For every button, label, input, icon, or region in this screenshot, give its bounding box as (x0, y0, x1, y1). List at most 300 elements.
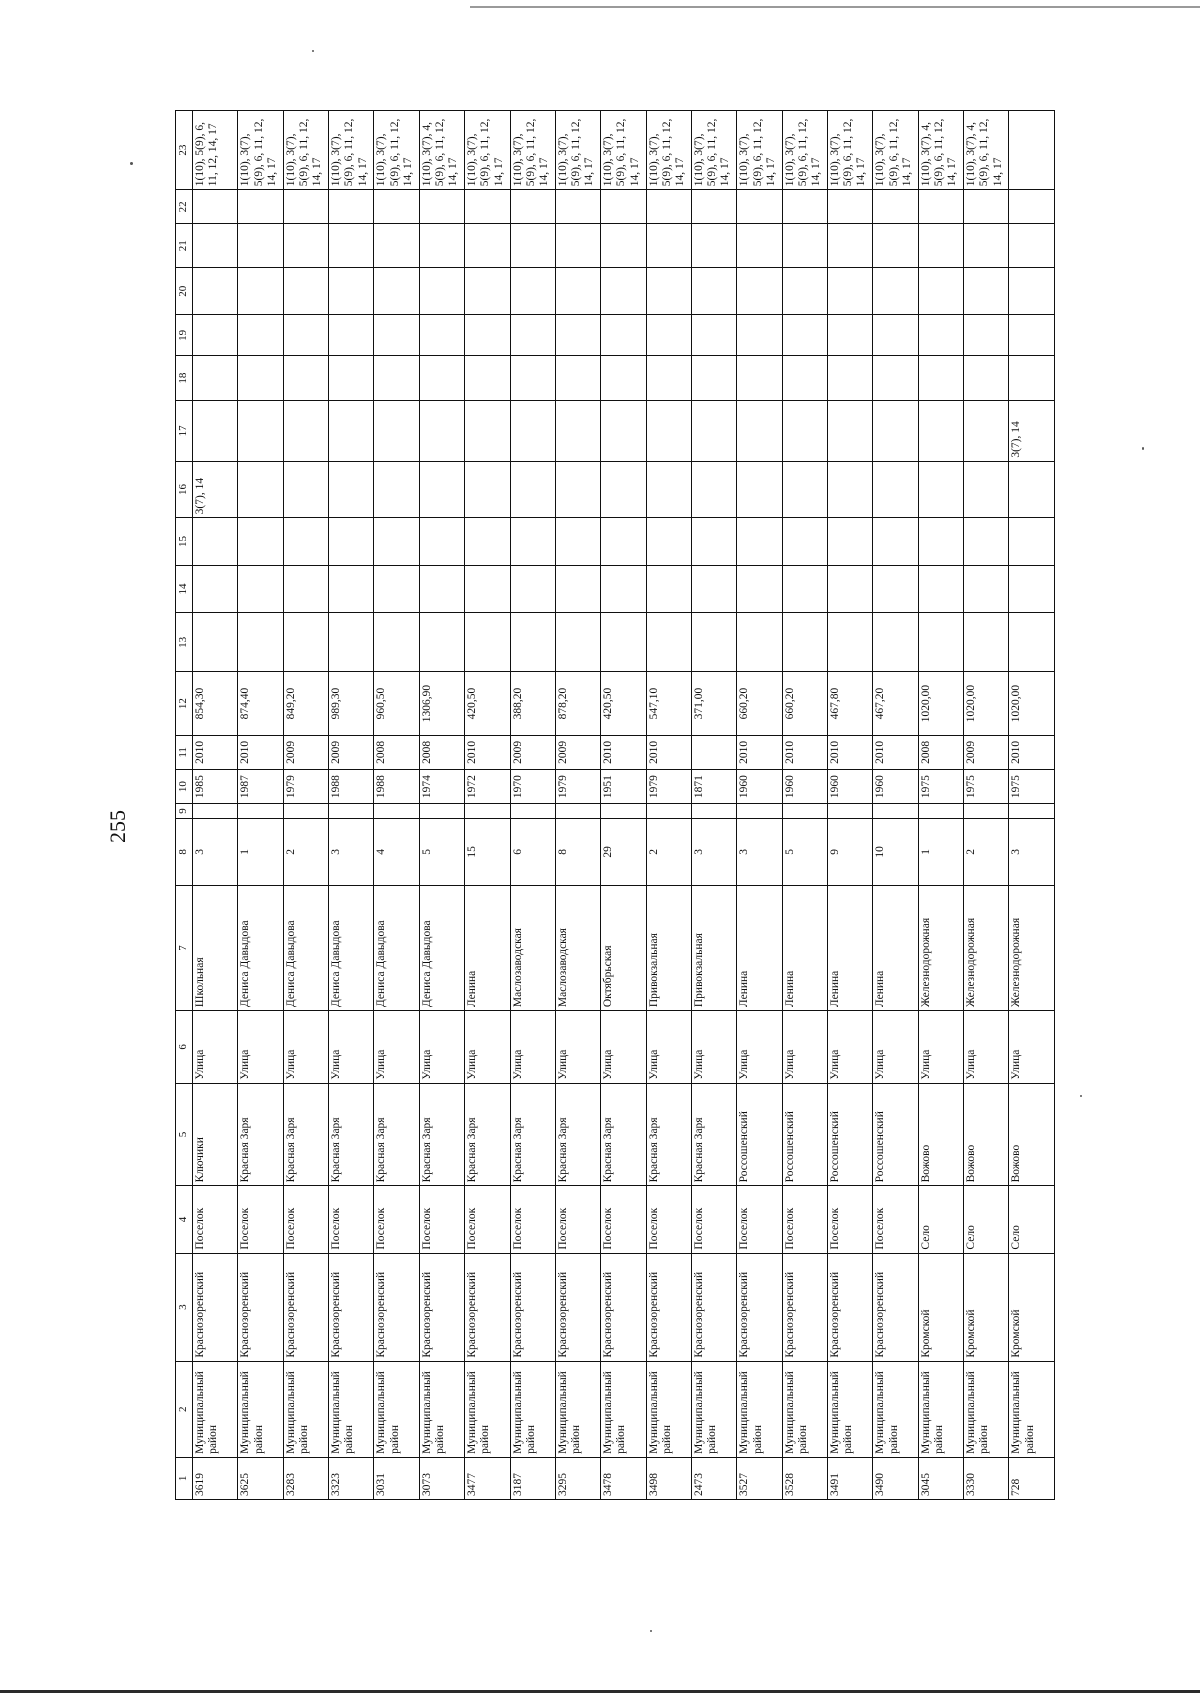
table-cell-col-2: Муниципальный район (601, 1361, 646, 1457)
table-cell-col-8: 2 (646, 818, 691, 885)
table-cell-col-17 (873, 401, 918, 462)
table-cell-col-17 (601, 401, 646, 462)
table-cell-col-6: Улица (465, 1011, 510, 1083)
column-number-2: 2 (176, 1361, 193, 1457)
table-cell-col-14 (1009, 565, 1055, 612)
table-cell-col-2: Муниципальный район (1009, 1361, 1055, 1457)
table-cell-col-10: 1987 (238, 769, 283, 803)
table-cell-col-13 (782, 613, 827, 672)
table-cell-col-9 (465, 804, 510, 818)
table-cell-col-16: 3(7), 14 (193, 461, 238, 518)
table-cell-col-12: 1020,00 (1009, 672, 1055, 735)
table-cell-col-17 (374, 401, 419, 462)
table-row (283, 111, 328, 1500)
table-cell-col-15 (555, 518, 600, 565)
table-row (646, 111, 691, 1500)
table-cell-col-11: 2008 (918, 735, 963, 769)
table-cell-col-3: Краснозоренский (419, 1253, 464, 1361)
table-cell-col-8: 8 (555, 818, 600, 885)
table-cell-col-18 (1009, 356, 1055, 401)
table-cell-col-21 (918, 224, 963, 267)
table-cell-col-3: Кромской (1009, 1253, 1055, 1361)
table-cell-col-23: 1(10), 3(7), 5(9), 6, 11, 12, 14, 17 (737, 111, 782, 190)
table-cell-col-10: 1960 (782, 769, 827, 803)
scan-speck (1142, 447, 1144, 450)
table-cell-col-6: Улица (329, 1011, 374, 1083)
table-cell-col-23: 1(10), 3(7), 5(9), 6, 11, 12, 14, 17 (873, 111, 918, 190)
table-cell-col-23: 1(10), 3(7), 5(9), 6, 11, 12, 14, 17 (646, 111, 691, 190)
table-cell-col-6: Улица (918, 1011, 963, 1083)
table-cell-col-5: Россошенский (782, 1083, 827, 1186)
table-cell-col-16 (737, 461, 782, 518)
table-cell-col-19 (193, 315, 238, 356)
table-cell-col-22 (374, 190, 419, 224)
table-cell-col-14 (465, 565, 510, 612)
table-cell-col-16 (918, 461, 963, 518)
table-cell-col-13 (510, 613, 555, 672)
table-cell-col-16 (1009, 461, 1055, 518)
table-row (1009, 111, 1055, 1500)
table-cell-col-4: Поселок (782, 1186, 827, 1253)
table-cell-col-12: 660,20 (737, 672, 782, 735)
table-cell-col-20 (601, 267, 646, 314)
table-cell-col-11: 2008 (374, 735, 419, 769)
table-cell-col-11: 2010 (601, 735, 646, 769)
table-row (555, 111, 600, 1500)
table-cell-col-7: Маслозаводская (510, 885, 555, 1010)
table-cell-col-11: 2009 (329, 735, 374, 769)
table-cell-col-9 (737, 804, 782, 818)
table-cell-col-11: 2010 (646, 735, 691, 769)
table-cell-col-9 (283, 804, 328, 818)
table-cell-col-3: Краснозоренский (374, 1253, 419, 1361)
table-cell-col-9 (374, 804, 419, 818)
table-row (465, 111, 510, 1500)
table-cell-col-23: 1(10), 3(7), 5(9), 6, 11, 12, 14, 17 (329, 111, 374, 190)
table-cell-col-8: 3 (193, 818, 238, 885)
table-cell-col-1: 2473 (691, 1457, 736, 1499)
table-cell-col-22 (555, 190, 600, 224)
column-number-16: 16 (176, 461, 193, 518)
table-cell-col-20 (918, 267, 963, 314)
table-cell-col-4: Поселок (238, 1186, 283, 1253)
table-cell-col-13 (419, 613, 464, 672)
table-cell-col-15 (782, 518, 827, 565)
table-cell-col-7: Железнодорожная (1009, 885, 1055, 1010)
table-cell-col-1: 3323 (329, 1457, 374, 1499)
table-cell-col-6: Улица (419, 1011, 464, 1083)
table-cell-col-21 (193, 224, 238, 267)
table-cell-col-17 (964, 401, 1009, 462)
column-number-21: 21 (176, 224, 193, 267)
table-cell-col-10: 1960 (737, 769, 782, 803)
table-cell-col-13 (646, 613, 691, 672)
column-number-17: 17 (176, 401, 193, 462)
table-cell-col-22 (691, 190, 736, 224)
table-cell-col-2: Муниципальный район (329, 1361, 374, 1457)
table-cell-col-21 (555, 224, 600, 267)
table-cell-col-7: Привокзальная (646, 885, 691, 1010)
table-cell-col-1: 728 (1009, 1457, 1055, 1499)
table-cell-col-9 (646, 804, 691, 818)
table-cell-col-14 (782, 565, 827, 612)
table-cell-col-5: Ключики (193, 1083, 238, 1186)
table-cell-col-9 (828, 804, 873, 818)
table-cell-col-23: 1(10), 3(7), 5(9), 6, 11, 12, 14, 17 (555, 111, 600, 190)
table-cell-col-15 (918, 518, 963, 565)
table-cell-col-1: 3031 (374, 1457, 419, 1499)
table-cell-col-17 (193, 401, 238, 462)
table-cell-col-10: 1960 (828, 769, 873, 803)
table-cell-col-11: 2010 (737, 735, 782, 769)
table-cell-col-11: 2009 (510, 735, 555, 769)
table-cell-col-16 (873, 461, 918, 518)
table-cell-col-7: Ленина (465, 885, 510, 1010)
table-cell-col-13 (601, 613, 646, 672)
table-cell-col-6: Улица (510, 1011, 555, 1083)
table-cell-col-6: Улица (691, 1011, 736, 1083)
table-cell-col-20 (691, 267, 736, 314)
table-cell-col-9 (555, 804, 600, 818)
table-cell-col-12: 849,20 (283, 672, 328, 735)
table-cell-col-16 (828, 461, 873, 518)
table-cell-col-10: 1985 (193, 769, 238, 803)
column-number-18: 18 (176, 356, 193, 401)
table-cell-col-20 (419, 267, 464, 314)
table-cell-col-17 (419, 401, 464, 462)
table-cell-col-19 (737, 315, 782, 356)
table-cell-col-22 (737, 190, 782, 224)
table-cell-col-5: Вожово (964, 1083, 1009, 1186)
table-cell-col-2: Муниципальный район (465, 1361, 510, 1457)
table-cell-col-12: 371,00 (691, 672, 736, 735)
table-cell-col-17 (238, 401, 283, 462)
table-cell-col-3: Краснозоренский (555, 1253, 600, 1361)
table-cell-col-7: Школьная (193, 885, 238, 1010)
table-cell-col-16 (283, 461, 328, 518)
table-cell-col-1: 3625 (238, 1457, 283, 1499)
table-cell-col-20 (555, 267, 600, 314)
table-cell-col-22 (828, 190, 873, 224)
table-cell-col-19 (329, 315, 374, 356)
table-cell-col-18 (374, 356, 419, 401)
table-cell-col-18 (918, 356, 963, 401)
table-cell-col-2: Муниципальный район (283, 1361, 328, 1457)
table-cell-col-10: 1979 (283, 769, 328, 803)
table-cell-col-12: 874,40 (238, 672, 283, 735)
table-cell-col-15 (283, 518, 328, 565)
table-cell-col-20 (646, 267, 691, 314)
table-cell-col-12: 420,50 (601, 672, 646, 735)
table-cell-col-4: Поселок (646, 1186, 691, 1253)
table-cell-col-22 (964, 190, 1009, 224)
table-cell-col-6: Улица (283, 1011, 328, 1083)
table-cell-col-10: 1975 (1009, 769, 1055, 803)
table-cell-col-7: Дениса Давыдова (238, 885, 283, 1010)
table-cell-col-7: Ленина (828, 885, 873, 1010)
table-cell-col-23: 1(10), 3(7), 5(9), 6, 11, 12, 14, 17 (782, 111, 827, 190)
table-cell-col-3: Краснозоренский (782, 1253, 827, 1361)
table-cell-col-5: Красная Заря (283, 1083, 328, 1186)
table-cell-col-13 (555, 613, 600, 672)
table-cell-col-20 (283, 267, 328, 314)
table-cell-col-20 (374, 267, 419, 314)
table-cell-col-18 (465, 356, 510, 401)
table-row (873, 111, 918, 1500)
table-cell-col-12: 467,80 (828, 672, 873, 735)
table-cell-col-8: 15 (465, 818, 510, 885)
table-cell-col-14 (238, 565, 283, 612)
table-cell-col-19 (1009, 315, 1055, 356)
column-number-20: 20 (176, 267, 193, 314)
table-cell-col-8: 1 (238, 818, 283, 885)
table-cell-col-17 (283, 401, 328, 462)
table-cell-col-11: 2009 (555, 735, 600, 769)
table-cell-col-8: 29 (601, 818, 646, 885)
table-cell-col-21 (782, 224, 827, 267)
scan-speck (650, 1630, 652, 1632)
table-cell-col-10: 1960 (873, 769, 918, 803)
table-cell-col-5: Красная Заря (555, 1083, 600, 1186)
table-cell-col-9 (193, 804, 238, 818)
table-row (374, 111, 419, 1500)
table-cell-col-14 (691, 565, 736, 612)
table-cell-col-21 (510, 224, 555, 267)
table-cell-col-13 (691, 613, 736, 672)
table-cell-col-14 (374, 565, 419, 612)
table-cell-col-2: Муниципальный район (555, 1361, 600, 1457)
table-cell-col-20 (782, 267, 827, 314)
table-cell-col-14 (419, 565, 464, 612)
table-cell-col-3: Краснозоренский (691, 1253, 736, 1361)
table-cell-col-22 (238, 190, 283, 224)
table-cell-col-8: 5 (419, 818, 464, 885)
table-cell-col-16 (601, 461, 646, 518)
table-cell-col-15 (1009, 518, 1055, 565)
table-cell-col-9 (510, 804, 555, 818)
table-cell-col-19 (555, 315, 600, 356)
table-cell-col-11: 2010 (465, 735, 510, 769)
table-cell-col-7: Привокзальная (691, 885, 736, 1010)
table-cell-col-4: Село (1009, 1186, 1055, 1253)
table-cell-col-12: 854,30 (193, 672, 238, 735)
table-cell-col-16 (964, 461, 1009, 518)
table-cell-col-23: 1(10), 3(7), 5(9), 6, 11, 12, 14, 17 (283, 111, 328, 190)
table-cell-col-9 (964, 804, 1009, 818)
table-cell-col-14 (873, 565, 918, 612)
table-cell-col-17 (329, 401, 374, 462)
table-row (828, 111, 873, 1500)
table-cell-col-22 (782, 190, 827, 224)
table-cell-col-1: 3330 (964, 1457, 1009, 1499)
table-cell-col-10: 1974 (419, 769, 464, 803)
table-cell-col-11: 2009 (964, 735, 1009, 769)
table-cell-col-15 (601, 518, 646, 565)
table-cell-col-4: Поселок (737, 1186, 782, 1253)
table-cell-col-12: 547,10 (646, 672, 691, 735)
table-cell-col-6: Улица (238, 1011, 283, 1083)
table-cell-col-18 (193, 356, 238, 401)
table-cell-col-8: 2 (283, 818, 328, 885)
table-row (238, 111, 283, 1500)
table-cell-col-19 (601, 315, 646, 356)
table-cell-col-2: Муниципальный район (873, 1361, 918, 1457)
table-cell-col-8: 4 (374, 818, 419, 885)
table-cell-col-1: 3477 (465, 1457, 510, 1499)
table-cell-col-5: Красная Заря (510, 1083, 555, 1186)
table-cell-col-2: Муниципальный район (782, 1361, 827, 1457)
table-cell-col-11: 2010 (782, 735, 827, 769)
table-cell-col-9 (1009, 804, 1055, 818)
table-cell-col-13 (1009, 613, 1055, 672)
table-cell-col-22 (419, 190, 464, 224)
table-cell-col-22 (1009, 190, 1055, 224)
table-cell-col-19 (964, 315, 1009, 356)
table-cell-col-4: Поселок (329, 1186, 374, 1253)
table-cell-col-15 (646, 518, 691, 565)
table-cell-col-19 (691, 315, 736, 356)
table-cell-col-21 (465, 224, 510, 267)
table-cell-col-17 (465, 401, 510, 462)
table-cell-col-18 (964, 356, 1009, 401)
table-cell-col-7: Дениса Давыдова (374, 885, 419, 1010)
table-cell-col-5: Россошенский (873, 1083, 918, 1186)
table-cell-col-6: Улица (782, 1011, 827, 1083)
table-cell-col-22 (646, 190, 691, 224)
table-cell-col-12: 467,20 (873, 672, 918, 735)
table-cell-col-23: 1(10), 3(7), 4, 5(9), 6, 11, 12, 14, 17 (419, 111, 464, 190)
table-cell-col-21 (329, 224, 374, 267)
table-cell-col-19 (873, 315, 918, 356)
table-cell-col-4: Поселок (601, 1186, 646, 1253)
table-cell-col-7: Ленина (873, 885, 918, 1010)
scan-speck (312, 50, 314, 52)
column-number-14: 14 (176, 565, 193, 612)
table-cell-col-10: 1970 (510, 769, 555, 803)
table-cell-col-1: 3528 (782, 1457, 827, 1499)
table-cell-col-12: 660,20 (782, 672, 827, 735)
table-cell-col-2: Муниципальный район (737, 1361, 782, 1457)
table-cell-col-11: 2010 (828, 735, 873, 769)
table-cell-col-16 (329, 461, 374, 518)
table-cell-col-3: Кромской (964, 1253, 1009, 1361)
table-cell-col-21 (737, 224, 782, 267)
table-body (193, 111, 1055, 1500)
table-cell-col-13 (283, 613, 328, 672)
table-cell-col-10: 1988 (374, 769, 419, 803)
table-cell-col-23: 1(10), 3(7), 5(9), 6, 11, 12, 14, 17 (374, 111, 419, 190)
table-cell-col-2: Муниципальный район (828, 1361, 873, 1457)
table-cell-col-16 (238, 461, 283, 518)
table-cell-col-5: Красная Заря (646, 1083, 691, 1186)
scan-edge-top (470, 6, 1200, 8)
table-cell-col-17 (510, 401, 555, 462)
table-cell-col-7: Маслозаводская (555, 885, 600, 1010)
table-cell-col-17 (782, 401, 827, 462)
table-cell-col-10: 1951 (601, 769, 646, 803)
table-cell-col-18 (238, 356, 283, 401)
table-cell-col-4: Поселок (828, 1186, 873, 1253)
table-cell-col-8: 3 (737, 818, 782, 885)
table-cell-col-9 (691, 804, 736, 818)
table-cell-col-14 (193, 565, 238, 612)
table-cell-col-23: 1(10), 3(7), 5(9), 6, 11, 12, 14, 17 (691, 111, 736, 190)
table-cell-col-8: 9 (828, 818, 873, 885)
table-cell-col-6: Улица (964, 1011, 1009, 1083)
table-cell-col-6: Улица (601, 1011, 646, 1083)
table-cell-col-20 (873, 267, 918, 314)
column-number-11: 11 (176, 735, 193, 769)
table-row (193, 111, 238, 1500)
table-cell-col-3: Краснозоренский (646, 1253, 691, 1361)
table-cell-col-14 (828, 565, 873, 612)
table-cell-col-5: Красная Заря (419, 1083, 464, 1186)
table-cell-col-2: Муниципальный район (646, 1361, 691, 1457)
table-row (601, 111, 646, 1500)
table-cell-col-3: Краснозоренский (873, 1253, 918, 1361)
table-cell-col-8: 5 (782, 818, 827, 885)
table-cell-col-18 (419, 356, 464, 401)
table-row (691, 111, 736, 1500)
table-cell-col-8: 2 (964, 818, 1009, 885)
table-cell-col-5: Россошенский (737, 1083, 782, 1186)
table-cell-col-4: Село (918, 1186, 963, 1253)
table-cell-col-12: 1020,00 (918, 672, 963, 735)
column-number-12: 12 (176, 672, 193, 735)
table-cell-col-18 (828, 356, 873, 401)
table-cell-col-7: Дениса Давыдова (283, 885, 328, 1010)
table-cell-col-3: Краснозоренский (737, 1253, 782, 1361)
table-cell-col-16 (691, 461, 736, 518)
table-cell-col-3: Краснозоренский (828, 1253, 873, 1361)
table-cell-col-5: Россошенский (828, 1083, 873, 1186)
rotated-table-wrapper (175, 110, 1055, 1500)
table-cell-col-7: Дениса Давыдова (419, 885, 464, 1010)
table-cell-col-1: 3295 (555, 1457, 600, 1499)
column-number-8: 8 (176, 818, 193, 885)
table-cell-col-2: Муниципальный район (238, 1361, 283, 1457)
table-cell-col-20 (1009, 267, 1055, 314)
table-cell-col-21 (374, 224, 419, 267)
table-cell-col-3: Краснозоренский (601, 1253, 646, 1361)
table-cell-col-12: 989,30 (329, 672, 374, 735)
table-cell-col-14 (283, 565, 328, 612)
table-cell-col-8: 1 (918, 818, 963, 885)
table-cell-col-9 (329, 804, 374, 818)
table-cell-col-6: Улица (1009, 1011, 1055, 1083)
table-cell-col-10: 1975 (918, 769, 963, 803)
table-cell-col-10: 1975 (964, 769, 1009, 803)
table-cell-col-15 (419, 518, 464, 565)
column-number-22: 22 (176, 190, 193, 224)
table-cell-col-6: Улица (737, 1011, 782, 1083)
table-cell-col-7: Железнодорожная (918, 885, 963, 1010)
table-cell-col-11: 2009 (283, 735, 328, 769)
table-cell-col-8: 3 (329, 818, 374, 885)
table-cell-col-21 (873, 224, 918, 267)
table-cell-col-5: Вожово (918, 1083, 963, 1186)
table-cell-col-15 (691, 518, 736, 565)
table-cell-col-19 (283, 315, 328, 356)
housing-register-table (175, 110, 1055, 1500)
table-cell-col-6: Улица (555, 1011, 600, 1083)
table-cell-col-2: Муниципальный район (964, 1361, 1009, 1457)
table-cell-col-7: Железнодорожная (964, 885, 1009, 1010)
table-cell-col-5: Красная Заря (329, 1083, 374, 1186)
table-cell-col-21 (646, 224, 691, 267)
table-cell-col-16 (510, 461, 555, 518)
table-cell-col-7: Ленина (782, 885, 827, 1010)
